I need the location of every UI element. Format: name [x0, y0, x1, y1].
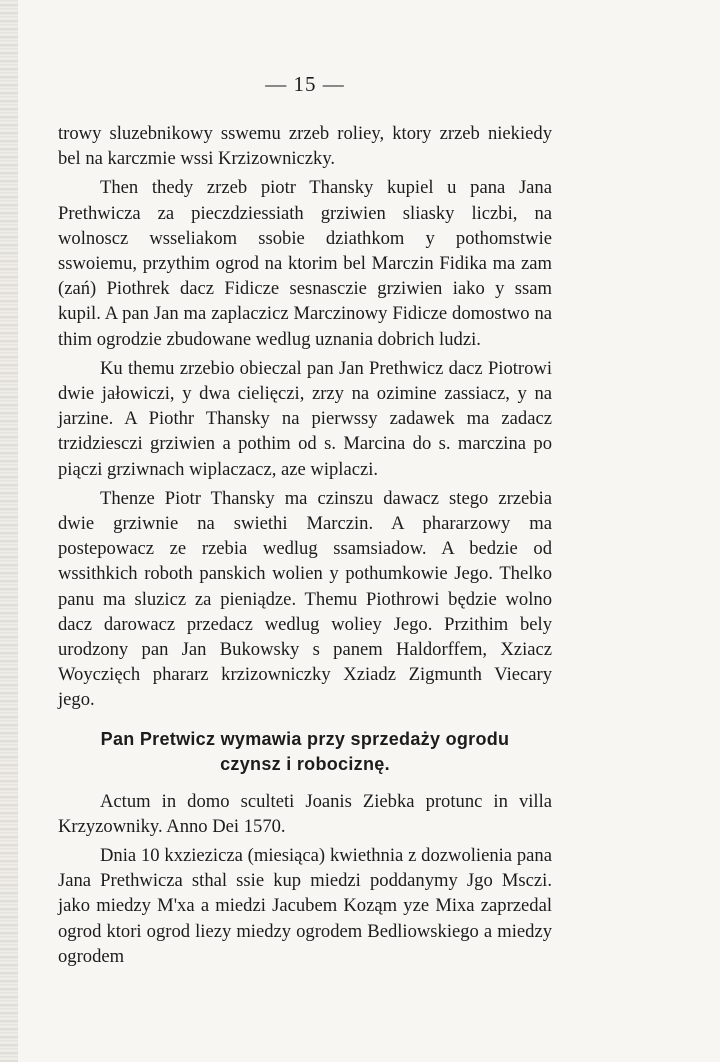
- body-text-bottom: [58, 789, 552, 969]
- section-heading-line: Pan Pretwicz wymawia przy sprzedaży ogrodu: [100, 728, 510, 749]
- book-page: [58, 72, 552, 969]
- paragraph: Actum in domo sculteti Joanis Ziebka protunc in villa Krzyzowniky. Anno Dei 1570.: [58, 790, 552, 837]
- page-binding-edge: [0, 0, 18, 1062]
- body-text-top: [58, 121, 552, 713]
- section-heading: [58, 727, 552, 777]
- paragraph-continuation: trowy sluzebnikowy sswemu zrzeb roliey, ktory zrzeb niekiedy bel na karczmie wssi Krzizowniczky.: [58, 123, 552, 170]
- paragraph: Then thedy zrzeb piotr Thansky kupiel u pana Jana Prethwicza za pieczdziessiath grziwien sliasky liczbi, na wolnoscz wsseliakom ssobie dziathkom y pothomstwie sswoiemu, przythim ogrod na ktorim bel Marczin Fidika ma zam (zań) Piothrek dacz Fidicze sesnasczie grziwien iako y ssam kupil. A pan Jan ma zaplaczicz Marczinowy Fidicze domostwo na thim ogrodzie zbudowane wedlug uznania dobrich ludzi.: [58, 177, 552, 350]
- section-heading-line: czynsz i robociznę.: [220, 753, 390, 774]
- page-number: — 15 —: [265, 72, 345, 96]
- paragraph: Ku themu zrzebio obieczal pan Jan Prethwicz dacz Piotrowi dwie jałowiczi, y dwa cielięczi, zrzy na ozimine zassiacz, y na jarzine. A Piothr Thansky na pierwssy zadawek ma zadacz trzidziesczi grziwien a pothim od s. Marcina do s. marczina po piączi grziwnach wiplaczacz, aze wiplaczi.: [58, 357, 552, 480]
- paragraph: Dnia 10 kxziezicza (miesiąca) kwiethnia z dozwolienia pana Jana Prethwicza sthal ssie kup miedzi poddanymy Jgo Msczi. jako miedzy M'xa a miedzi Jacubem Koząm yze Mixa zaprzedal ogrod ktori ogrod liezy miedzy ogrodem Bedliowskiego a miedzy ogrodem: [58, 845, 552, 967]
- paragraph: Thenze Piotr Thansky ma czinszu dawacz stego zrzebia dwie grziwnie na swiethi Marczin. A phararzowy ma postepowacz ze rzebia wedlug ssamsiadow. A bedzie od wssithkich roboth panskich wolien y pothumkowie Jego. Thelko panu ma sluzicz za pieniądze. Themu Piothrowi będzie wolno dacz darowacz przedacz wedlug woliey Jego. Przithim bely urodzony pan Jan Bukowsky s panem Haldorffem, Xziacz Woyczięch phararz krzizowniczky Xziadz Zigmunth Viecary jego.: [58, 487, 552, 711]
